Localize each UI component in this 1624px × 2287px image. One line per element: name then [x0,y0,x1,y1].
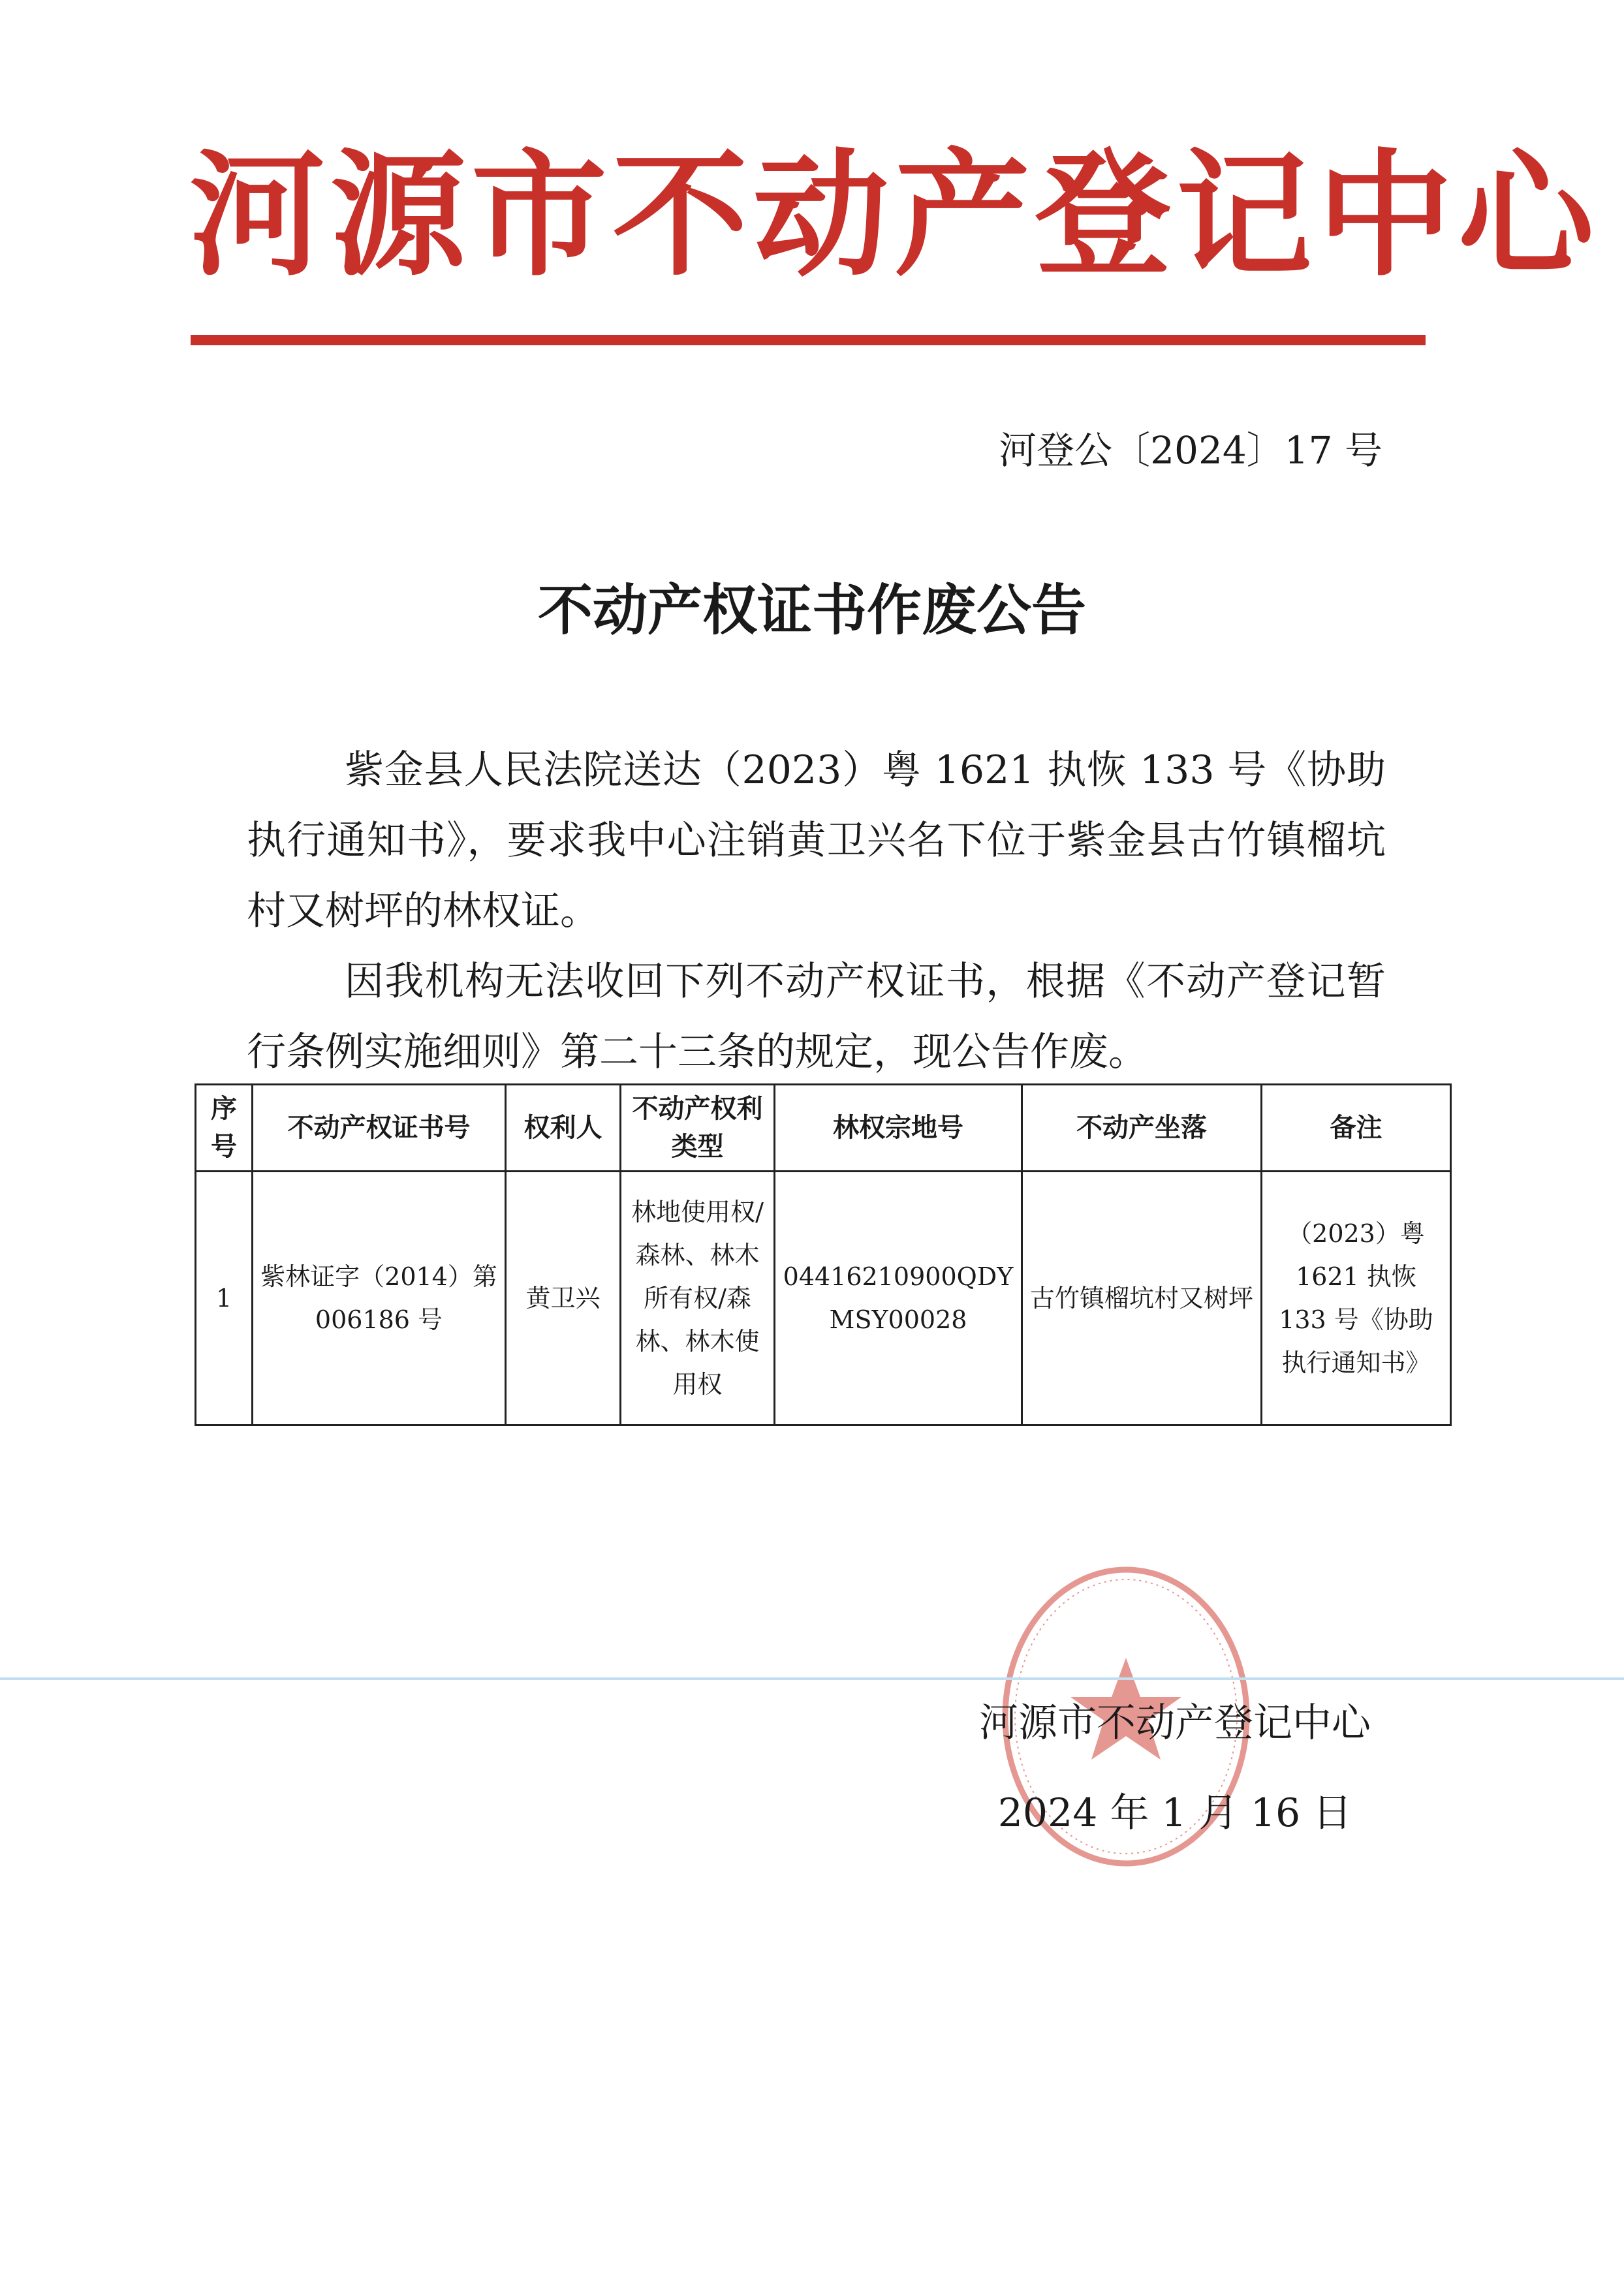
cell-index: 1 [196,1172,253,1425]
notice-paragraph-1: 紫金县人民法院送达（2023）粤 1621 执恢 133 号《协助执行通知书》，要求我中心注销黄卫兴名下位于紫金县古竹镇榴坑村又树坪的林权证。 [247,747,1386,934]
notice-title: 不动产权证书作废公告 [537,578,1086,642]
table-row [196,1172,1451,1425]
header-location: 不动产坐落 [1022,1085,1262,1172]
header-right-holder: 权利人 [506,1085,621,1172]
notice-paragraph-2: 因我机构无法收回下列不动产权证书，根据《不动产登记暂行条例实施细则》第二十三条的规定，现公告作废。 [247,959,1386,1075]
header-right-type: 不动产权利类型 [621,1085,775,1172]
cell-certificate-no: 紫林证字（2014）第 006186 号 [253,1172,506,1425]
cell-right-type: 林地使用权/森林、林木所有权/森林、林木使用权 [621,1172,775,1425]
cell-location: 古竹镇榴坑村又树坪 [1022,1172,1262,1425]
header-parcel-no: 林权宗地号 [775,1085,1022,1172]
letterhead-title: 河源市不动产登记中心 [189,136,1599,295]
table-header-row [196,1085,1451,1172]
signature-organization: 河源市不动产登记中心 [979,1700,1371,1746]
cell-remarks: （2023）粤 1621 执恢 133 号《协助执行通知书》 [1262,1172,1451,1425]
header-index: 序号 [196,1085,253,1172]
header-remarks: 备注 [1262,1085,1451,1172]
cell-right-holder: 黄卫兴 [506,1172,621,1425]
scan-line-divider [0,1677,1624,1680]
document-number: 河登公〔2024〕17 号 [999,428,1382,473]
letterhead-divider [191,335,1426,345]
signature-date: 2024 年 1 月 16 日 [997,1790,1352,1836]
cell-parcel-no: 04416210900QDYMSY00028 [775,1172,1022,1425]
certificate-table [195,1083,1452,1426]
header-certificate-no: 不动产权证书号 [253,1085,506,1172]
